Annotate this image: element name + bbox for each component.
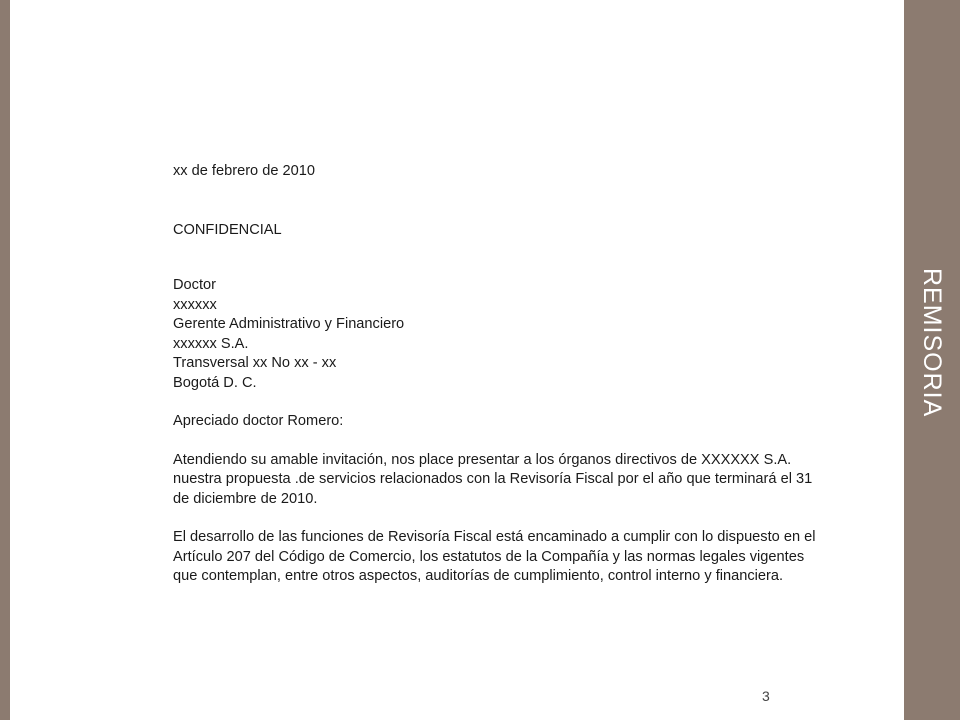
recipient-block	[173, 276, 823, 393]
page-number: 3	[762, 688, 770, 704]
recipient-city: Bogotá D. C.	[173, 374, 257, 391]
letter-paragraph: El desarrollo de las funciones de Revisoría Fiscal está encaminado a cumplir con lo dispuesto en el Artículo 207 del Código de Comercio, los estatutos de la Compañía y las normas legales vigentes que contemplan, entre otros aspectos, auditorías de cumplimiento, control interno y financiera.	[173, 529, 816, 584]
recipient-company: xxxxxx S.A.	[173, 335, 249, 352]
left-decorative-bar	[0, 0, 10, 720]
recipient-name: xxxxxx	[173, 296, 217, 313]
recipient-title: Doctor	[173, 277, 216, 293]
letter-date: xx de febrero de 2010	[173, 163, 315, 179]
letter-body	[173, 162, 823, 587]
section-title: REMISORIA	[918, 268, 946, 418]
confidential-label: CONFIDENCIAL	[173, 221, 282, 238]
recipient-address: Transversal xx No xx - xx	[173, 355, 337, 371]
recipient-position: Gerente Administrativo y Financiero	[173, 316, 405, 332]
letter-greeting: Apreciado doctor Romero:	[173, 413, 344, 429]
letter-paragraph: Atendiendo su amable invitación, nos place presentar a los órganos directivos de XXXXXX S.A. nuestra propuesta .de servicios relacionados con la Revisoría Fiscal por el año que terminará el 31 de diciembre de 2010.	[173, 451, 813, 507]
